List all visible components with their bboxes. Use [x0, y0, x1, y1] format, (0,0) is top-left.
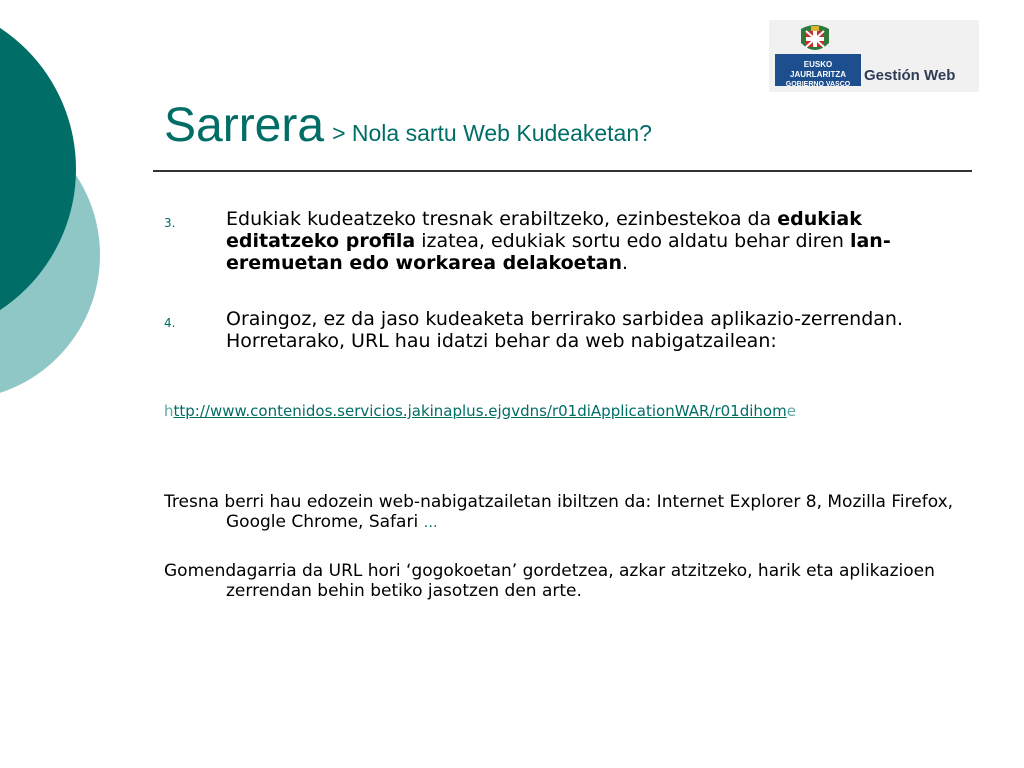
coat-of-arms-icon: [793, 23, 837, 55]
url-first-char: h: [164, 402, 174, 420]
url-last-char: e: [786, 402, 796, 420]
list-number: 4.: [164, 316, 176, 330]
text-run: Edukiak kudeatzeko tresnak erabiltzeko, ezinbestekoa da: [226, 208, 778, 230]
url-link[interactable]: ttp://www.contenidos.servicios.jakinaplus.ejgvdns/r01diApplicationWAR/r01dihom: [173, 402, 787, 420]
list-item-3: [164, 208, 954, 274]
list-item-text: Oraingoz, ez da jaso kudeaketa berrirako sarbidea aplikazio-zerrendan. Horretarako, URL hau idatzi behar da web nabigatzailean:: [226, 308, 903, 352]
list-item-text: [226, 208, 954, 274]
url-line: [164, 402, 796, 420]
list-item-4: [164, 308, 954, 352]
logo-line-2: GOBIERNO VASCO: [785, 81, 851, 88]
bold-run: lan-eremuetan edo workarea delakoetan: [226, 230, 891, 274]
bold-run: edukiak editatzeko profila: [226, 208, 862, 252]
browser-support-paragraph: [164, 492, 964, 533]
ellipsis: …: [423, 515, 438, 531]
list-number: 3.: [164, 216, 176, 230]
title-main: Sarrera: [164, 99, 325, 152]
logo-text: Gestión Web: [864, 67, 956, 84]
title-divider: [153, 170, 972, 172]
text-run: izatea, edukiak sortu edo aldatu behar diren: [415, 230, 850, 252]
logo-band: [775, 54, 861, 86]
paragraph-text: Tresna berri hau edozein web-nabigatzailetan ibiltzen da: Internet Explorer 8, Mozilla Firefox, Google Chrome, Safari: [164, 492, 954, 532]
logo-line-1: EUSKO JAURLARITZA: [790, 60, 846, 79]
text-run: .: [622, 252, 629, 274]
recommendation-paragraph: Gomendagarria da URL hori ‘gogokoetan’ gordetzea, azkar atzitzeko, harik eta aplikazioen zerrendan behin betiko jasotzen den arte.: [164, 561, 935, 601]
logo: [769, 20, 979, 92]
page-title: [164, 98, 652, 153]
title-subtitle: > Nola sartu Web Kudeaketan?: [332, 120, 652, 146]
